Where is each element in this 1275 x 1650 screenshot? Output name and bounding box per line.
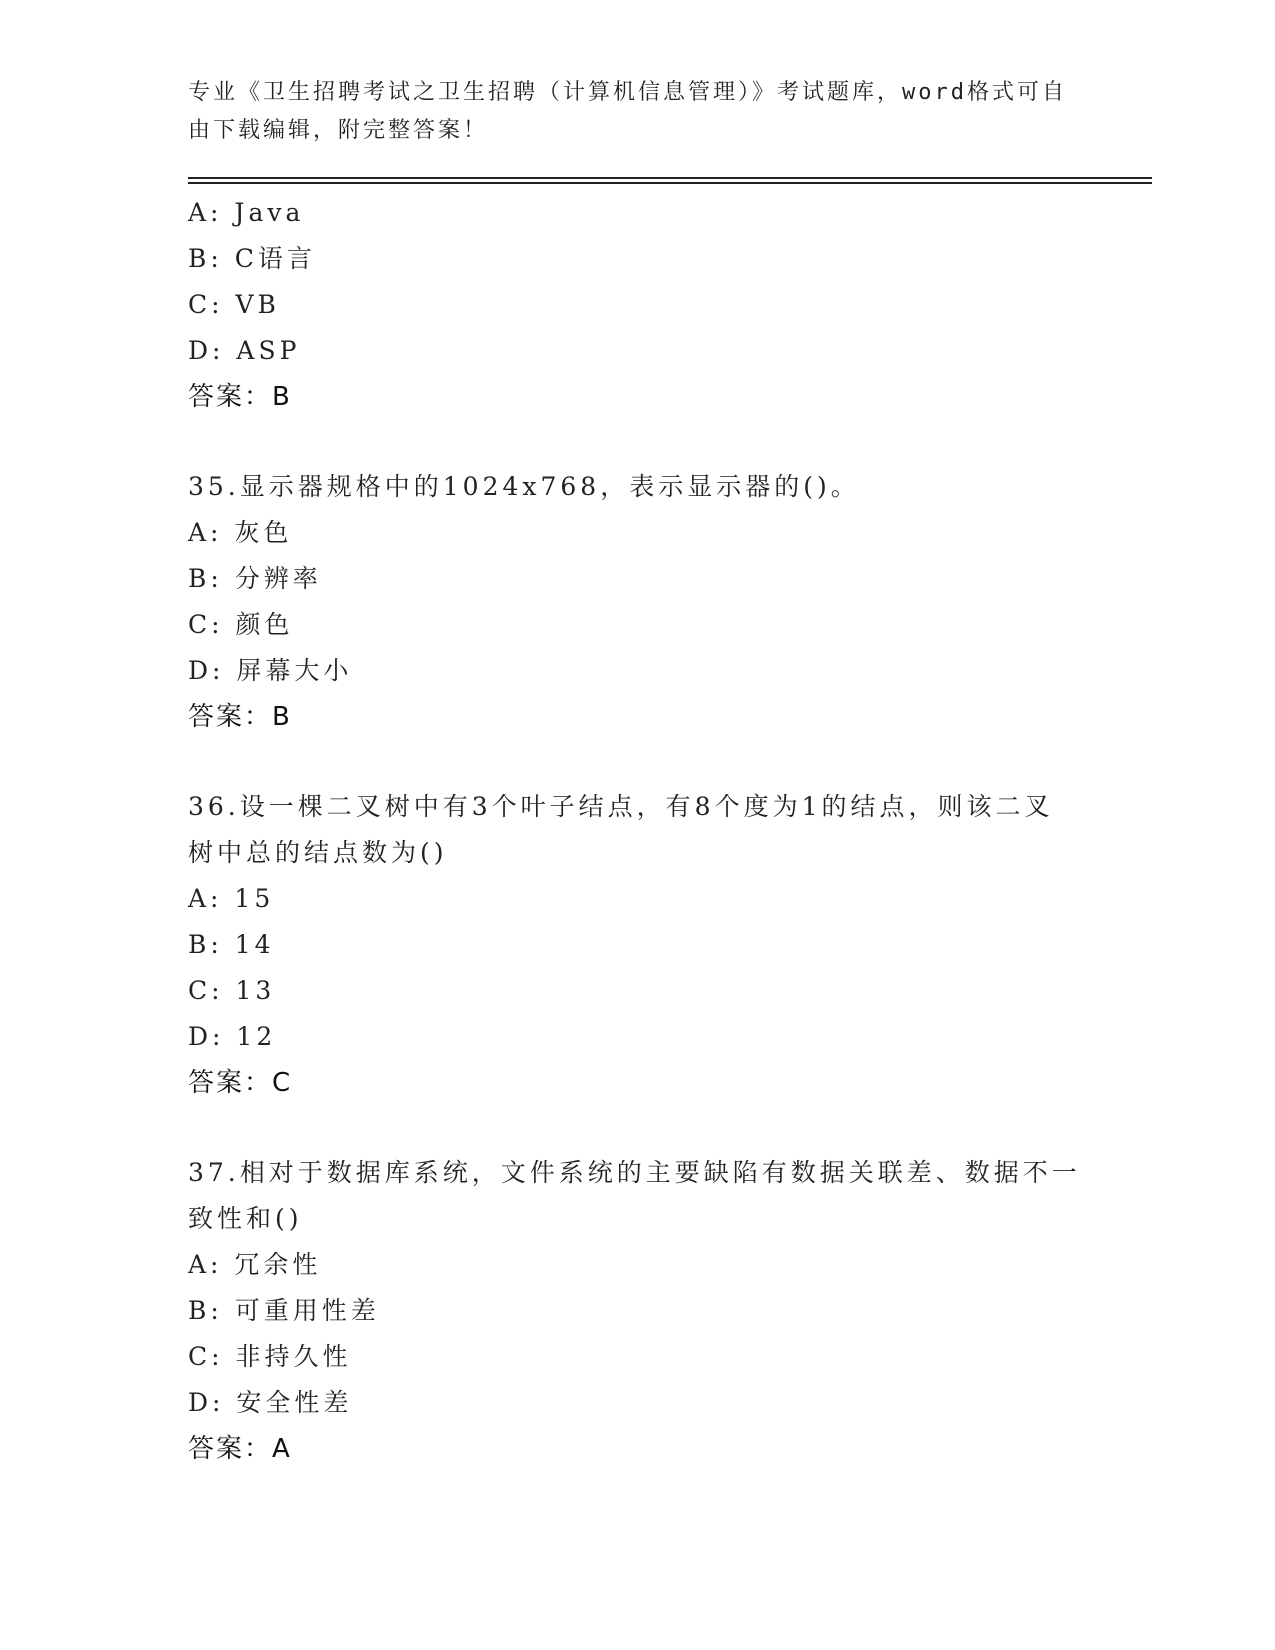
question-text: 35.显示器规格中的1024x768，表示显示器的()。	[188, 472, 860, 501]
option-b: B: 分辨率	[188, 564, 322, 593]
option-a: A: 冗余性	[188, 1250, 322, 1279]
header-line-2: 由下载编辑，附完整答案！	[188, 118, 489, 143]
option-b: B: 可重用性差	[188, 1296, 380, 1325]
question-block-37	[188, 1150, 1088, 1472]
option-b: B: C语言	[188, 244, 316, 273]
option-a: A: 15	[188, 884, 275, 913]
option-c: C: 13	[188, 976, 276, 1005]
question-text-line-2: 致性和()	[188, 1204, 303, 1233]
header-divider-bottom	[188, 182, 1152, 184]
option-c: C: 颜色	[188, 610, 294, 639]
question-text-line-2: 树中总的结点数为()	[188, 838, 448, 867]
option-d: D: 安全性差	[188, 1388, 353, 1417]
option-d: D: 12	[188, 1022, 277, 1051]
option-a: A: Java	[188, 198, 305, 227]
question-block-35	[188, 464, 1088, 740]
question-text-line-1: 37.相对于数据库系统，文件系统的主要缺陷有数据关联差、数据不一	[188, 1158, 1081, 1187]
document-header	[188, 74, 1088, 150]
option-b: B: 14	[188, 930, 275, 959]
option-d: D: 屏幕大小	[188, 656, 353, 685]
question-text-line-1: 36.设一棵二叉树中有3个叶子结点，有8个度为1的结点，则该二叉	[188, 792, 1054, 821]
option-d: D: ASP	[188, 336, 301, 365]
option-c: C: 非持久性	[188, 1342, 352, 1371]
question-block-36	[188, 784, 1088, 1106]
answer-line: 答案：C	[188, 1068, 293, 1098]
option-a: A: 灰色	[188, 518, 293, 547]
answer-line: 答案：A	[188, 1434, 292, 1464]
option-c: C: VB	[188, 290, 280, 319]
question-list	[188, 190, 1088, 1516]
header-divider-top	[188, 177, 1152, 179]
answer-line: 答案：B	[188, 382, 292, 412]
question-block-34	[188, 190, 1088, 420]
answer-line: 答案：B	[188, 702, 292, 732]
header-line-1: 专业《卫生招聘考试之卫生招聘（计算机信息管理）》考试题库，word格式可自	[188, 80, 1067, 105]
